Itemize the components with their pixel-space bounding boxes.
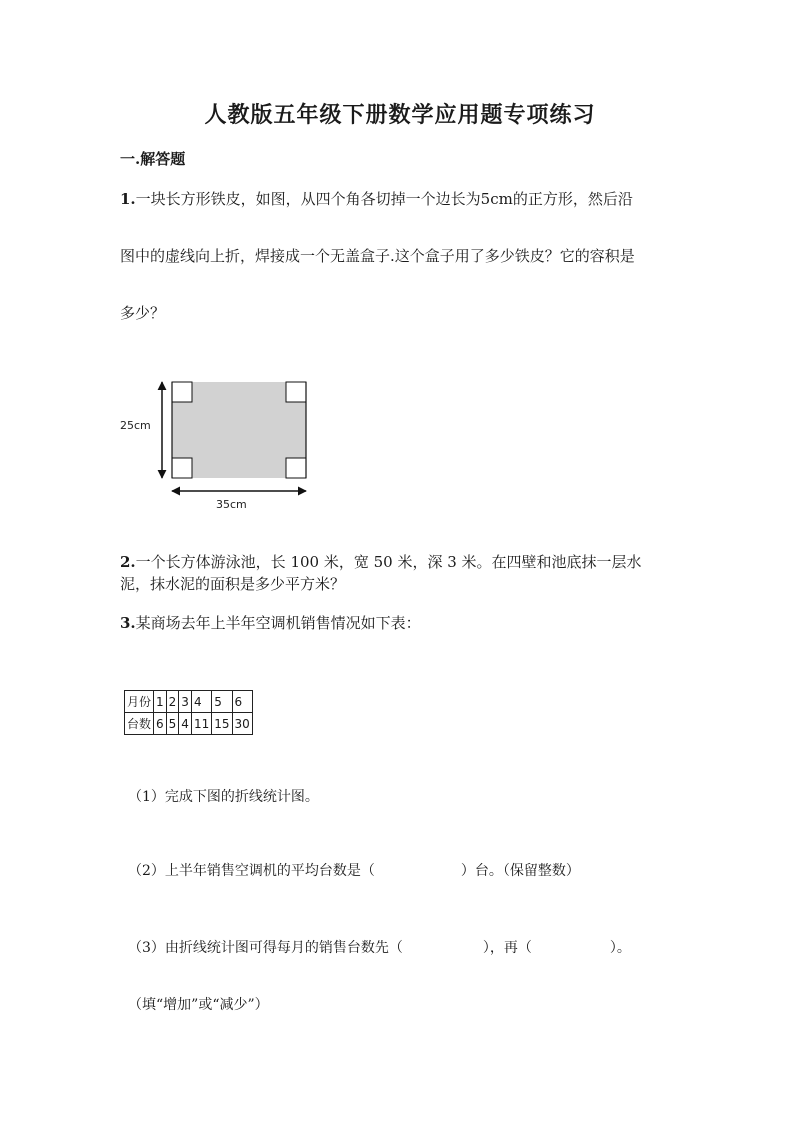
q3-sub3-note: （填“增加”或“减少”） (128, 997, 269, 1013)
table-row (125, 713, 253, 735)
q1-line2: 图中的虚线向上折，焊接成一个无盖盒子.这个盒子用了多少铁皮？它的容积是 (120, 247, 635, 265)
table-cell: 4 (179, 713, 192, 735)
table-cell: 1 (154, 691, 167, 713)
q3-sub1: （1）完成下图的折线统计图。 (128, 789, 319, 805)
q3-sub3-prefix: （3）由折线统计图可得每月的销售台数先（ (128, 940, 403, 956)
corner-square-top-left (172, 382, 192, 402)
q3-sub2-prefix: （2）上半年销售空调机的平均台数是（ (128, 863, 375, 879)
q1-line1 (120, 188, 680, 210)
table-cell: 6 (154, 713, 167, 735)
q2-line2: 泥，抹水泥的面积是多少平方米？ (120, 575, 346, 593)
table-row (125, 691, 253, 713)
q1-text-1: 一块长方形铁皮，如图，从四个角各切掉一个边长为5cm的正方形，然后沿 (135, 190, 633, 208)
corner-square-top-right (286, 382, 306, 402)
table-cell: 15 (212, 713, 232, 735)
q1-number: 1. (120, 190, 136, 208)
corner-square-bottom-left (172, 458, 192, 478)
table-cell: 3 (179, 691, 192, 713)
q2-line1 (120, 551, 680, 573)
table-cell: 6 (232, 691, 252, 713)
page-title: 人教版五年级下册数学应用题专项练习 (204, 102, 596, 128)
sales-table (124, 690, 253, 735)
q2-text-1: 一个长方体游泳池，长 100 米，宽 50 米，深 3 米。在四壁和池底抹一层水 (135, 553, 642, 571)
q3-sub3-middle: ），再（ (482, 940, 532, 956)
height-label: 25cm (120, 419, 151, 432)
table-cell: 30 (232, 713, 252, 735)
q3-number: 3. (120, 614, 136, 632)
q3-sub3-suffix: ）。 (609, 940, 631, 956)
table-cell: 11 (191, 713, 211, 735)
q2-number: 2. (120, 553, 136, 571)
q3-sub2 (128, 860, 580, 880)
q3-text: 某商场去年上半年空调机销售情况如下表： (135, 614, 421, 632)
table-cell: 2 (166, 691, 179, 713)
table-cell: 5 (166, 713, 179, 735)
corner-square-bottom-right (286, 458, 306, 478)
q3-sub2-suffix: ）台。（保留整数） (460, 863, 580, 879)
q3-sub3 (128, 937, 631, 957)
table-cell: 4 (191, 691, 211, 713)
table-cell: 月份 (125, 691, 154, 713)
table-cell: 5 (212, 691, 232, 713)
q1-line3: 多少？ (120, 304, 166, 322)
q3-line1 (120, 612, 680, 634)
width-label: 35cm (216, 498, 247, 511)
section-heading: 一.解答题 (120, 150, 186, 168)
table-cell: 台数 (125, 713, 154, 735)
